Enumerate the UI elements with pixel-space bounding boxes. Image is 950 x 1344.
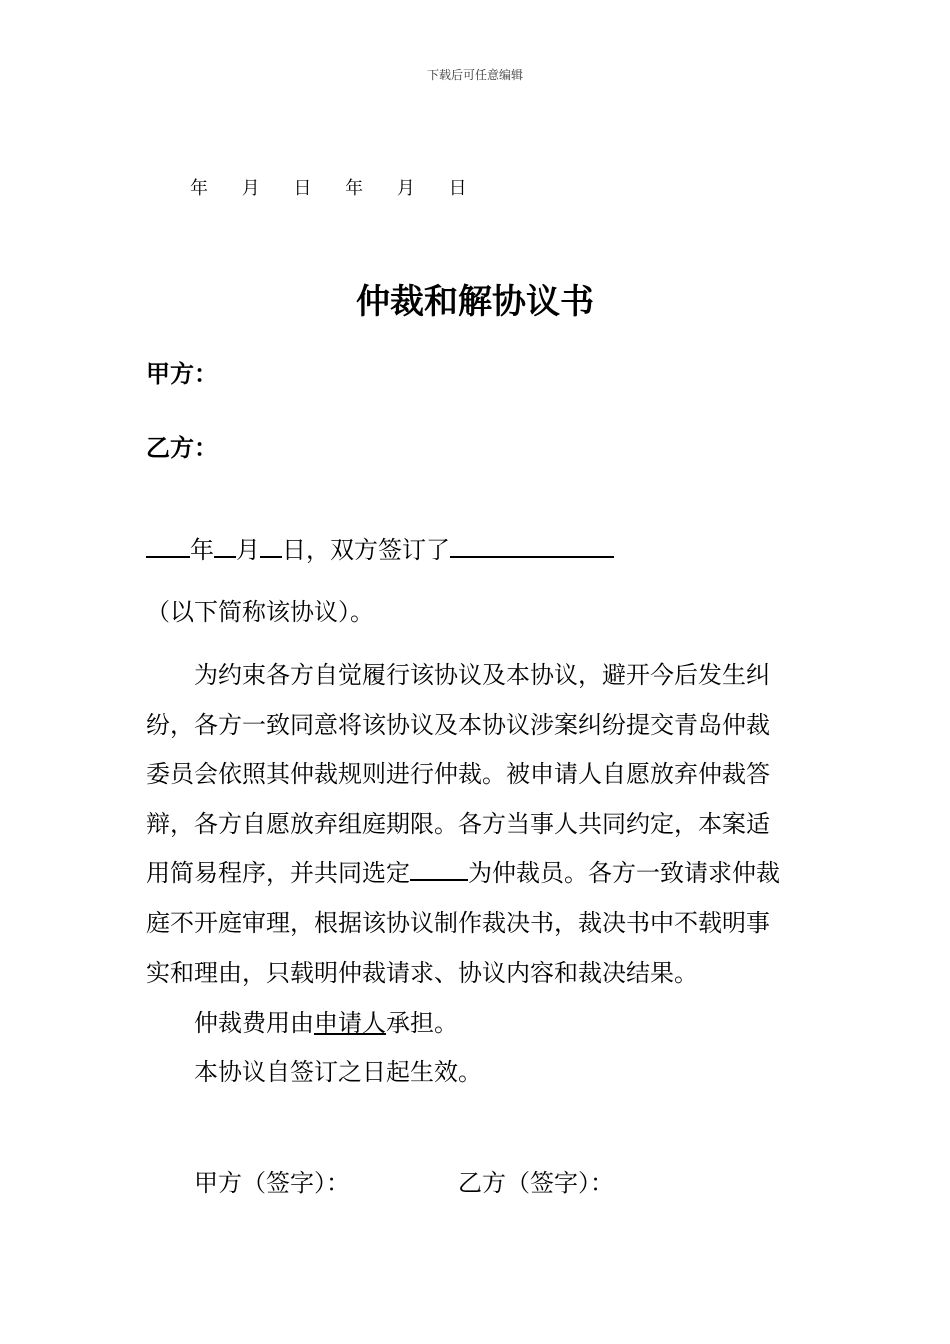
party-a-signature: 甲方（签字）： bbox=[194, 1169, 350, 1197]
paragraph-line: 委员会依照其仲裁规则进行仲裁。被申请人自愿放弃仲裁答 bbox=[146, 760, 770, 789]
paragraph-line: 辩，各方自愿放弃组庭期限。各方当事人共同约定，本案适 bbox=[146, 809, 770, 838]
party-a-label: 甲方： bbox=[146, 360, 218, 388]
month-label: 月 bbox=[236, 536, 260, 564]
day-and-signed-text: 日，双方签订了 bbox=[282, 536, 450, 564]
abbreviation-line: （以下简称该协议）。 bbox=[146, 598, 374, 626]
agreement-name-blank bbox=[450, 530, 614, 558]
document-title: 仲裁和解协议书 bbox=[356, 282, 594, 322]
paragraph-line bbox=[146, 849, 818, 899]
party-b-label: 乙方： bbox=[146, 434, 218, 462]
paragraph-line: 实和理由，只载明仲裁请求、协议内容和裁决结果。 bbox=[146, 958, 698, 987]
year-blank bbox=[146, 530, 190, 558]
date-line: 年 月 日 年 月 日 bbox=[190, 178, 481, 199]
main-paragraph bbox=[146, 651, 818, 998]
fee-payer: 申请人 bbox=[314, 1009, 386, 1037]
signing-date-line bbox=[146, 530, 614, 565]
party-b-signature: 乙方（签字）： bbox=[458, 1169, 614, 1197]
header-note: 下载后可任意编辑 bbox=[426, 68, 523, 82]
paragraph-text: 为仲裁员。各方一致请求仲裁 bbox=[468, 859, 780, 888]
day-blank bbox=[260, 530, 282, 558]
paragraph-line: 为约束各方自觉履行该协议及本协议，避开今后发生纠 bbox=[194, 661, 770, 689]
paragraph-line: 纷，各方一致同意将该协议及本协议涉案纠纷提交青岛仲裁 bbox=[146, 710, 770, 739]
fee-text: 承担。 bbox=[386, 1009, 458, 1037]
month-blank bbox=[214, 530, 236, 558]
fee-line bbox=[194, 1003, 458, 1038]
fee-text: 仲裁费用由 bbox=[194, 1009, 314, 1037]
effect-line: 本协议自签订之日起生效。 bbox=[194, 1058, 482, 1086]
year-label: 年 bbox=[190, 536, 214, 564]
paragraph-text: 用简易程序，并共同选定 bbox=[146, 859, 410, 888]
arbitrator-blank bbox=[410, 853, 468, 881]
paragraph-line: 庭不开庭审理，根据该协议制作裁决书，裁决书中不载明事 bbox=[146, 908, 770, 937]
